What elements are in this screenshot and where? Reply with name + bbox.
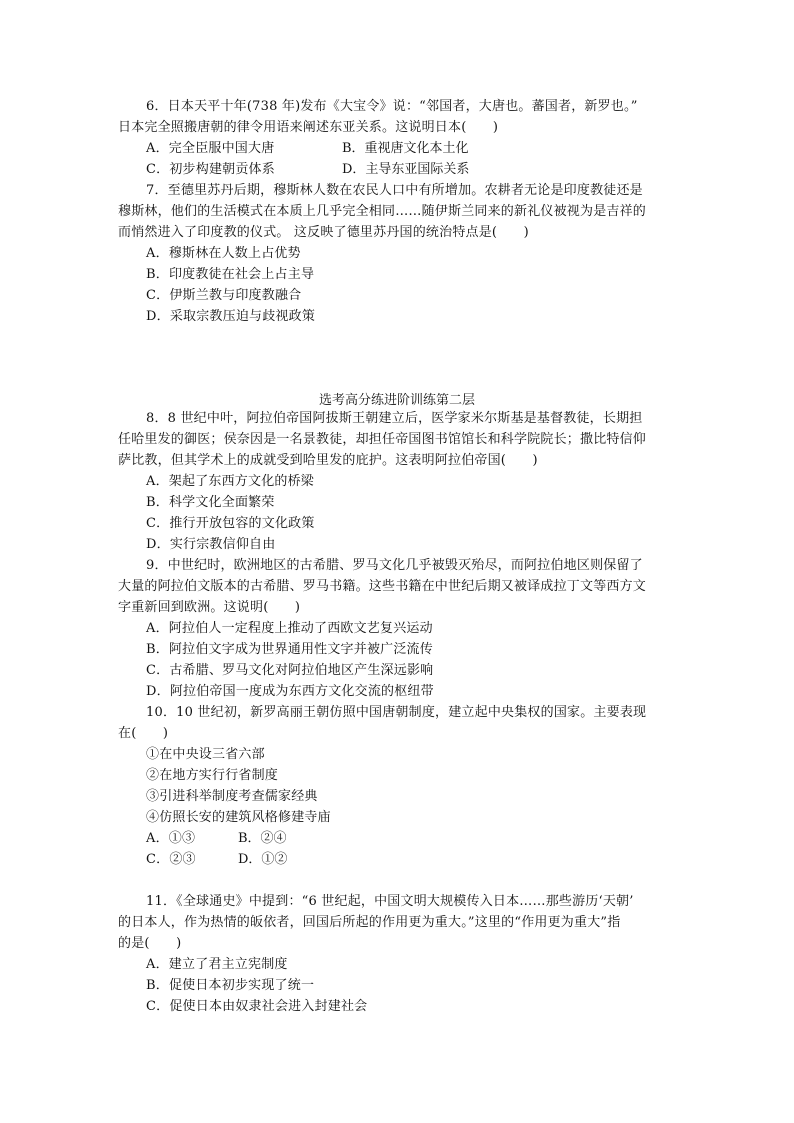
q9-stem-line-2: 大量的阿拉伯文版本的古希腊、罗马书籍。这些书籍在中世纪后期又被译成拉丁文等西方文 — [118, 579, 647, 594]
q8-option-d: D．实行宗教信仰自由 — [146, 537, 276, 552]
q10-item-3: ③引进科举制度考查儒家经典 — [146, 789, 318, 804]
q9-stem-line-3: 字重新回到欧洲。这说明( ) — [118, 600, 301, 615]
q10-stem-line-2: 在( ) — [118, 726, 169, 741]
q11-option-c: C．促使日本由奴隶社会进入封建社会 — [146, 999, 368, 1014]
q10-item-1: ①在中央设三省六部 — [146, 747, 265, 762]
q11-option-b: B．促使日本初步实现了统一 — [146, 978, 315, 993]
q8-stem-line-3: 萨比教，但其学术上的成就受到哈里发的庇护。这表明阿拉伯帝国( ) — [118, 453, 538, 468]
q11-stem-line-1: 11．《全球通史》中提到：“6 世纪起，中国文明大规模传入日本……那些游历‘天朝’ — [146, 894, 634, 909]
q10-option-d: D．①② — [238, 852, 288, 867]
q9-option-a: A．阿拉伯人一定程度上推动了西欧文艺复兴运动 — [146, 621, 433, 636]
q10-item-4: ④仿照长安的建筑风格修建寺庙 — [146, 810, 331, 825]
q9-option-d: D．阿拉伯帝国一度成为东西方文化交流的枢纽带 — [146, 684, 434, 699]
q9-option-b: B．阿拉伯文字成为世界通用性文字并被广泛流传 — [146, 642, 433, 657]
q6-option-b: B．重视唐文化本土化 — [342, 141, 469, 156]
q9-option-c: C．古希腊、罗马文化对阿拉伯地区产生深远影响 — [146, 663, 434, 678]
q6-option-a: A．完全臣服中国大唐 — [146, 141, 275, 156]
q10-option-a: A．①③ — [146, 831, 196, 846]
q7-option-c: C．伊斯兰教与印度教融合 — [146, 288, 302, 303]
q7-stem-line-2: 穆斯林，他们的生活模式在本质上几乎完全相同……随伊斯兰同来的新礼仪被视为是吉祥的 — [118, 204, 647, 219]
q7-stem-line-3: 而悄然进入了印度教的仪式。 这反映了德里苏丹国的统治特点是( ) — [118, 225, 529, 240]
q8-option-c: C．推行开放包容的文化政策 — [146, 516, 315, 531]
q8-option-a: A．架起了东西方文化的桥梁 — [146, 474, 314, 489]
q6-option-d: D．主导东亚国际关系 — [342, 162, 470, 177]
q10-option-c: C．②③ — [146, 852, 196, 867]
q7-option-a: A．穆斯林在人数上占优势 — [146, 246, 301, 261]
q11-option-a: A．建立了君主立宪制度 — [146, 957, 288, 972]
q10-item-2: ②在地方实行行省制度 — [146, 768, 279, 783]
q7-stem-line-1: 7．至德里苏丹后期，穆斯林人数在农民人口中有所增加。农耕者无论是印度教徒还是 — [146, 183, 643, 198]
section-title: 选考高分练进阶训练第二层 — [318, 393, 475, 408]
q6-option-c: C．初步构建朝贡体系 — [146, 162, 275, 177]
q11-stem-line-3: 的是( ) — [118, 936, 182, 951]
q8-stem-line-1: 8．8 世纪中叶，阿拉伯帝国阿拔斯王朝建立后，医学家米尔斯基是基督教徒，长期担 — [146, 411, 643, 426]
q8-stem-line-2: 任哈里发的御医；侯奈因是一名景教徒，却担任帝国图书馆馆长和科学院院长；撒比特信仰 — [118, 432, 647, 447]
q7-option-d: D．采取宗教压迫与歧视政策 — [146, 309, 316, 324]
q8-option-b: B．科学文化全面繁荣 — [146, 495, 275, 510]
q10-option-b: B．②④ — [238, 831, 287, 846]
q7-option-b: B．印度教徒在社会上占主导 — [146, 267, 315, 282]
q11-stem-line-2: 的日本人，作为热情的皈依者，回国后所起的作用更为重大。”这里的“作用更为重大”指 — [118, 915, 621, 930]
q6-stem-line-1: 6．日本天平十年(738 年)发布《大宝令》说：“邻国者，大唐也。蕃国者，新罗也。” — [146, 99, 638, 114]
q9-stem-line-1: 9．中世纪时，欧洲地区的古希腊、罗马文化几乎被毁灭殆尽，而阿拉伯地区则保留了 — [146, 558, 643, 573]
q6-stem-line-2: 日本完全照搬唐朝的律令用语来阐述东亚关系。这说明日本( ) — [118, 120, 499, 135]
q10-stem-line-1: 10．10 世纪初，新罗高丽王朝仿照中国唐朝制度，建立起中央集权的国家。主要表现 — [146, 705, 647, 720]
